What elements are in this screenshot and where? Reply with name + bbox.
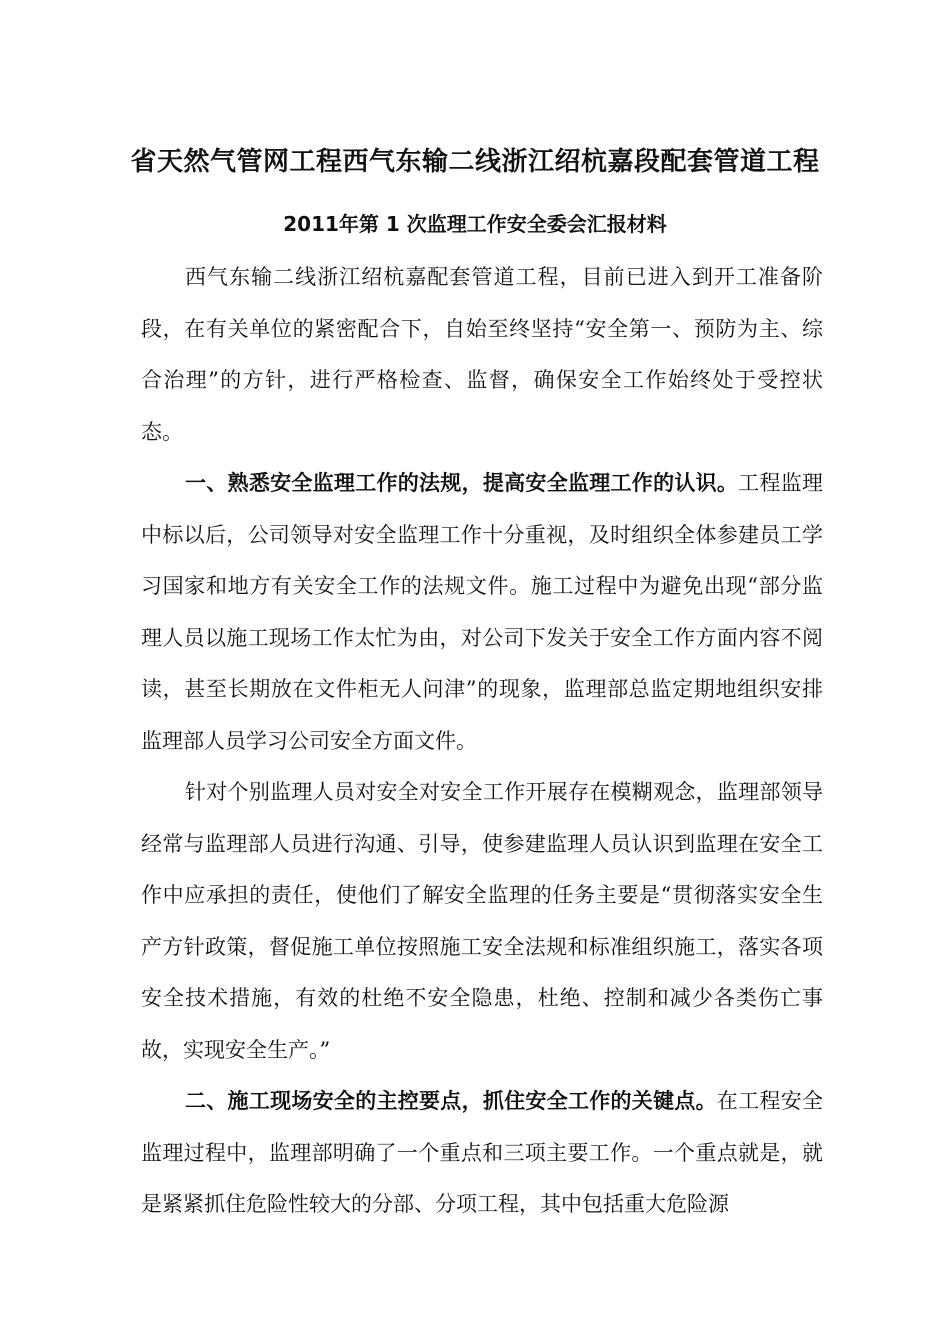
paragraph-intro: [141, 252, 823, 458]
paragraph-section-1-continued: [141, 767, 823, 1076]
section-heading: 一、熟悉安全监理工作的法规，提高安全监理工作的认识。: [185, 471, 739, 495]
paragraph-text: 西气东输二线浙江绍杭嘉配套管道工程，目前已进入到开工准备阶段，在有关单位的紧密配合下，自始至终坚持“安全第一、预防为主、综合治理”的方针，进行严格检查、监督，确保安全工作始终处于受控状态。: [141, 265, 823, 444]
document-subtitle: 2011年第 1 次监理工作安全委会汇报材料: [283, 212, 667, 236]
paragraph-section-2: [141, 1076, 823, 1231]
paragraph-text: 工程监理中标以后，公司领导对安全监理工作十分重视，及时组织全体参建员工学习国家和地方有关安全工作的法规文件。施工过程中为避免出现“部分监理人员以施工现场工作太忙为由，对公司下发关于安全工作方面内容不阅读，甚至长期放在文件柜无人问津”的现象，监理部总监定期地组织安排监理部人员学习公司安全方面文件。: [141, 471, 823, 753]
document-body: [141, 252, 823, 1231]
section-heading: 二、施工现场安全的主控要点，抓住安全工作的关键点。: [185, 1089, 717, 1113]
paragraph-text: 在工程安全监理过程中，监理部明确了一个重点和三项主要工作。一个重点就是，就是紧紧抓住危险性较大的分部、分项工程，其中包括重大危险源: [141, 1089, 824, 1216]
document-title: 省天然气管网工程西气东输二线浙江绍杭嘉段配套管道工程: [130, 147, 820, 177]
paragraph-text: 针对个别监理人员对安全对安全工作开展存在模糊观念，监理部领导经常与监理部人员进行沟通、引导，使参建监理人员认识到监理在安全工作中应承担的责任，使他们了解安全监理的任务主要是“贯彻落实安全生产方针政策，督促施工单位按照施工安全法规和标准组织施工，落实各项安全技术措施，有效的杜绝不安全隐患，杜绝、控制和减少各类伤亡事故，实现安全生产。”: [141, 780, 823, 1062]
paragraph-section-1: [141, 458, 823, 767]
